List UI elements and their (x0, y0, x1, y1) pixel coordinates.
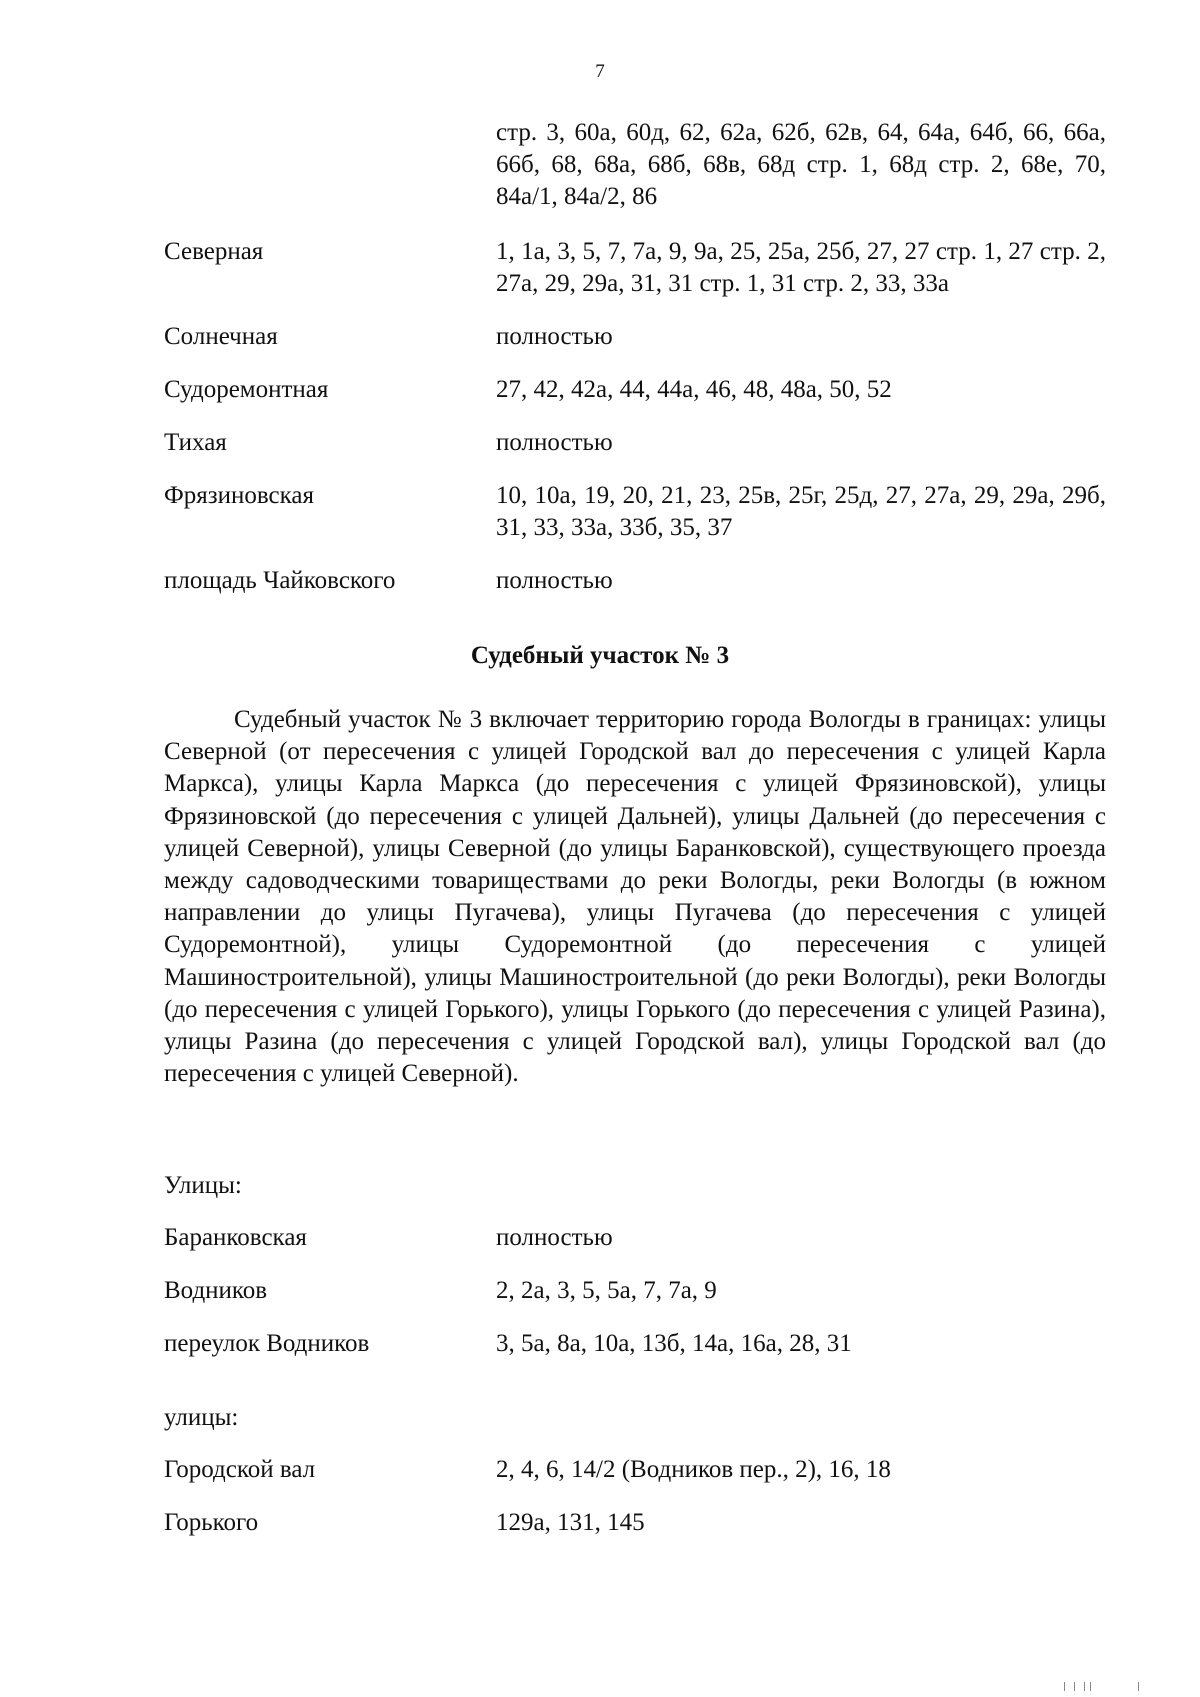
street-houses: полностью (496, 323, 613, 350)
scan-edge-marks (1062, 1681, 1142, 1691)
street-houses: 2, 4, 6, 14/2 (Водников пер., 2), 16, 18 (496, 1456, 891, 1483)
street-name: Солнечная (164, 323, 278, 350)
streets-label: Улицы: (164, 1172, 242, 1199)
street-name: переулок Водников (164, 1330, 370, 1357)
street-name: Городской вал (164, 1456, 316, 1483)
street-houses: 2, 2а, 3, 5, 5а, 7, 7а, 9 (496, 1277, 717, 1304)
continuation-houses: стр. 3, 60а, 60д, 62, 62а, 62б, 62в, 64, 64а, 64б, 66, 66а, 66б, 68, 68а, 68б, 68в, 68д стр. 1, 68д стр. 2, 68е, 70, 84а/1, 84а/2, 86 (496, 119, 1106, 210)
scan-mark (1064, 1682, 1065, 1691)
street-houses: полностью (496, 429, 613, 456)
street-name: Судоремонтная (164, 376, 329, 403)
scan-mark (1090, 1682, 1091, 1691)
street-houses: полностью (496, 567, 613, 594)
scan-mark (1084, 1682, 1085, 1691)
section-heading: Судебный участок № 3 (470, 642, 730, 669)
street-name: площадь Чайковского (164, 567, 396, 594)
page-number: 7 (595, 61, 605, 82)
section-paragraph: Судебный участок № 3 включает территорию города Вологды в границах: улицы Северной (от пересечения с улицей Городской вал до пересечения с улицей Карла Маркса), улицы Карла Маркса (до пересечения с улицей Фрязиновской), улицы Фрязиновской (до пересечения с улицей Дальней), улицы Дальней (до пересечения с улицей Северной), улицы Северной (до улицы Баранковской), существующего проезда между садоводческими товариществами до реки Вологды, реки Вологды (в южном направлении до улицы Пугачева), улицы Пугачева (до пересечения с улицей Судоремонтной), улицы Судоремонтной (до пересечения с улицей Машиностроительной), улицы Машиностроительной (до реки Вологды), реки Вологды (до пересечения с улицей Горького), улицы Горького (до пересечения с улицей Разина), улицы Разина (до пересечения с улицей Городской вал), улицы Городской вал (до пересечения с улицей Северной). (164, 706, 1106, 1088)
street-houses: 1, 1а, 3, 5, 7, 7а, 9, 9а, 25, 25а, 25б, 27, 27 стр. 1, 27 стр. 2, 27а, 29, 29а, 31, 31 стр. 1, 31 стр. 2, 33, 33а (496, 238, 1106, 297)
street-houses: 27, 42, 42а, 44, 44а, 46, 48, 48а, 50, 52 (496, 376, 892, 403)
street-houses: 129а, 131, 145 (496, 1509, 645, 1536)
street-name: Горького (164, 1509, 259, 1536)
scan-mark (1074, 1682, 1075, 1691)
street-name: Тихая (164, 429, 227, 456)
streets-label-lower: улицы: (164, 1404, 239, 1431)
scan-mark (1138, 1682, 1139, 1691)
street-houses: 10, 10а, 19, 20, 21, 23, 25в, 25г, 25д, 27, 27а, 29, 29а, 29б, 31, 33, 33а, 33б, 35, 37 (496, 482, 1106, 541)
street-name: Фрязиновская (164, 482, 314, 509)
street-name: Водников (164, 1277, 268, 1304)
street-houses: 3, 5а, 8а, 10а, 13б, 14а, 16а, 28, 31 (496, 1330, 852, 1357)
street-houses: полностью (496, 1224, 613, 1251)
street-name: Баранковская (164, 1224, 307, 1251)
street-name: Северная (164, 238, 264, 265)
